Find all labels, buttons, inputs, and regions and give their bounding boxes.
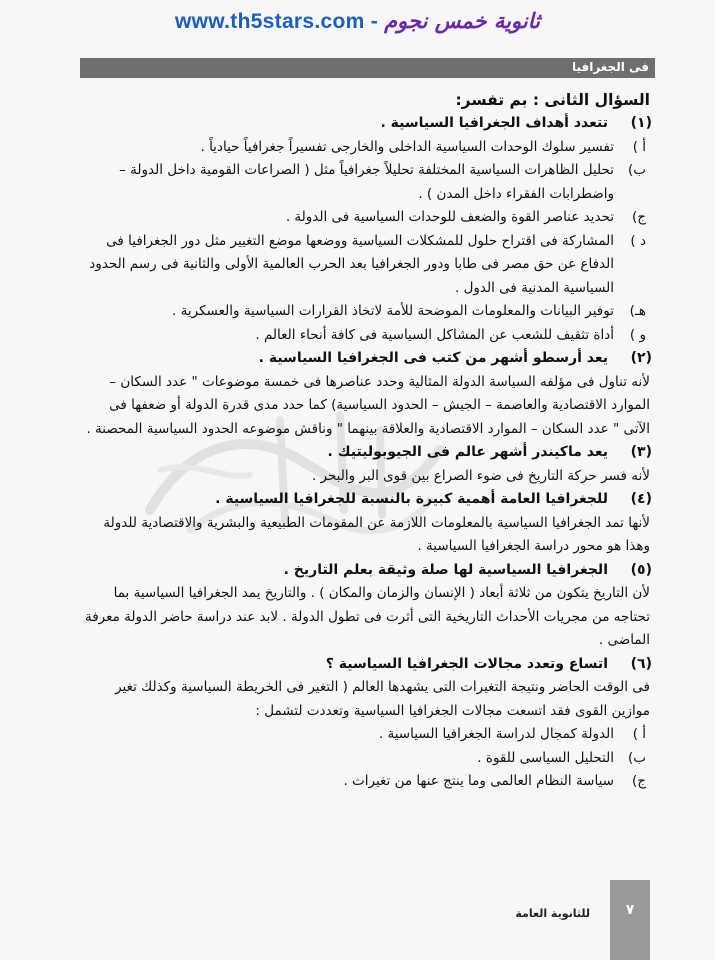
item-heading: يعد ماكيندر أشهر عالم فى الجيوبوليتيك . <box>327 444 608 460</box>
item-answer: لأنه فسر حركة التاريخ فى ضوء الصراع بين قوى البر والبحر . <box>311 467 650 484</box>
question-item <box>80 347 650 441</box>
sub-point-text: سياسة النظام العالمى وما ينتج عنها من تغيرات . <box>343 773 614 789</box>
sub-point <box>80 747 650 771</box>
sub-point <box>80 300 650 324</box>
item-number: (٦) <box>630 655 652 672</box>
sub-point <box>80 770 650 794</box>
question-item <box>80 112 650 347</box>
sub-point-text: تفسير سلوك الوحدات السياسية الداخلى والخارجى تفسيراً جغرافياً حيادياً . <box>200 138 614 155</box>
question-item <box>80 488 650 559</box>
sub-point-text: تحديد عناصر القوة والضعف للوحدات السياسية فى الدولة . <box>285 209 614 225</box>
site-url: www.th5stars.com <box>175 10 365 33</box>
sub-point <box>80 159 650 206</box>
header-separator: - <box>364 10 385 33</box>
footer-label: للثانوية العامة <box>515 907 590 920</box>
sub-point <box>80 206 650 230</box>
site-watermark-text <box>0 8 715 34</box>
item-number: (٢) <box>630 350 652 366</box>
page-footer <box>80 880 650 960</box>
sub-point-letter: د ) <box>630 232 646 249</box>
item-number: (٥) <box>630 561 652 578</box>
sub-point-letter: هـ) <box>629 303 646 319</box>
sub-point-text: توفير البيانات والمعلومات الموضحة للأمة لاتخاذ القرارات السياسية والعسكرية . <box>172 303 614 319</box>
sub-point-letter: و ) <box>629 326 646 343</box>
item-answer: لأنها تمد الجغرافيا السياسية بالمعلومات اللازمة عن المقومات الطبيعية والبشرية والاقتصادية للدولة وهذا هو محور دراسة الجغرافيا السياسية . <box>103 514 650 554</box>
sub-point-letter: أ ) <box>632 726 646 742</box>
item-answer: لأنه تناول فى مؤلفه السياسة الدولة المثالية وحدد عناصرها فى خمسة موضوعات " عدد السكان – الموارد الاقتصادية والعاصمة – الجيش – الحدود السياسية) كما حدد مدى قدرة الدولة أو ضعفها فى الآتى " عدد السكان – الموارد الاقتصادية والعلاقة بينهما " وناقش موضوعه الحدود السياسية المحصنة . <box>86 373 650 437</box>
sub-point-letter: ج) <box>632 773 646 789</box>
sub-point <box>80 723 650 747</box>
sub-point-text: المشاركة فى اقتراح حلول للمشكلات السياسية ووضعها موضع التغيير مثل دور الجغرافيا فى الدفاع عن حق مصر فى طابا ودور الجغرافيا بعد الحرب العالمية الأولى والثانية فى رسم الحدود السياسية المدنية فى الدول . <box>89 232 614 296</box>
site-arabic-name: ثانوية خمس نجوم <box>384 8 540 33</box>
question-item <box>80 441 650 488</box>
sub-point-letter: ب) <box>628 749 646 766</box>
page-number: ٧ <box>625 902 635 918</box>
sub-point-text: التحليل السياسى للقوة . <box>477 749 614 766</box>
item-heading: الجغرافيا السياسية لها صلة وثيقة بعلم التاريخ . <box>283 561 608 578</box>
site-header <box>0 0 715 44</box>
sub-point-letter: ب) <box>628 162 646 178</box>
sub-point <box>80 324 650 348</box>
item-heading: اتساع وتعدد مجالات الجغرافيا السياسية ؟ <box>325 655 608 672</box>
item-answer: لأن التاريخ يتكون من ثلاثة أبعاد ( الإنسان والزمان والمكان ) . والتاريخ يمد الجغرافيا السياسية بما تحتاجه من مجريات الأحداث التاريخية التى أثرت فى تطول الدولة . لابد عند دراسة حاضر الدولة معرفة الماضى . <box>84 585 650 648</box>
sub-point-text: أداة تثقيف للشعب عن المشاكل السياسية فى كافة أنحاء العالم . <box>255 326 614 343</box>
section-label: فى الجغرافيا <box>571 60 649 74</box>
item-heading: تتعدد أهداف الجغرافيا السياسية . <box>380 115 608 131</box>
sub-point-letter: ج) <box>632 209 646 225</box>
item-heading: للجغرافيا العامة أهمية كبيرة بالنسبة للجغرافيا السياسية . <box>215 491 608 507</box>
sub-point-letter: أ ) <box>632 138 646 155</box>
item-answer: فى الوقت الحاضر ونتيجة التغيرات التى يشهدها العالم ( التغير فى الخريطة السياسية وكذلك تغير موازين القوى فقد اتسعت مجالات الجغرافيا السياسية وتعددت لتشمل : <box>115 679 650 719</box>
sub-point-text: تحليل الظاهرات السياسية المختلفة تحليلاً جغرافياً مثل ( الصراعات القومية داخل الدولة – واضطرابات الفقراء داخل المدن ) . <box>119 162 614 202</box>
document-content <box>80 88 650 794</box>
item-heading: يعد أرسطو أشهر من كتب فى الجغرافيا السياسية . <box>258 350 608 366</box>
sub-point-text: الدولة كمجال لدراسة الجغرافيا السياسية . <box>378 726 614 742</box>
question-title: السؤال الثانى : بم تفسر: <box>455 91 650 109</box>
question-item <box>80 559 650 653</box>
section-bar <box>80 58 655 78</box>
sub-point <box>80 136 650 160</box>
page-number-box <box>610 880 650 960</box>
item-number: (١) <box>630 115 652 131</box>
question-item <box>80 653 650 794</box>
item-number: (٣) <box>630 444 652 460</box>
item-number: (٤) <box>630 491 652 507</box>
sub-point <box>80 230 650 301</box>
